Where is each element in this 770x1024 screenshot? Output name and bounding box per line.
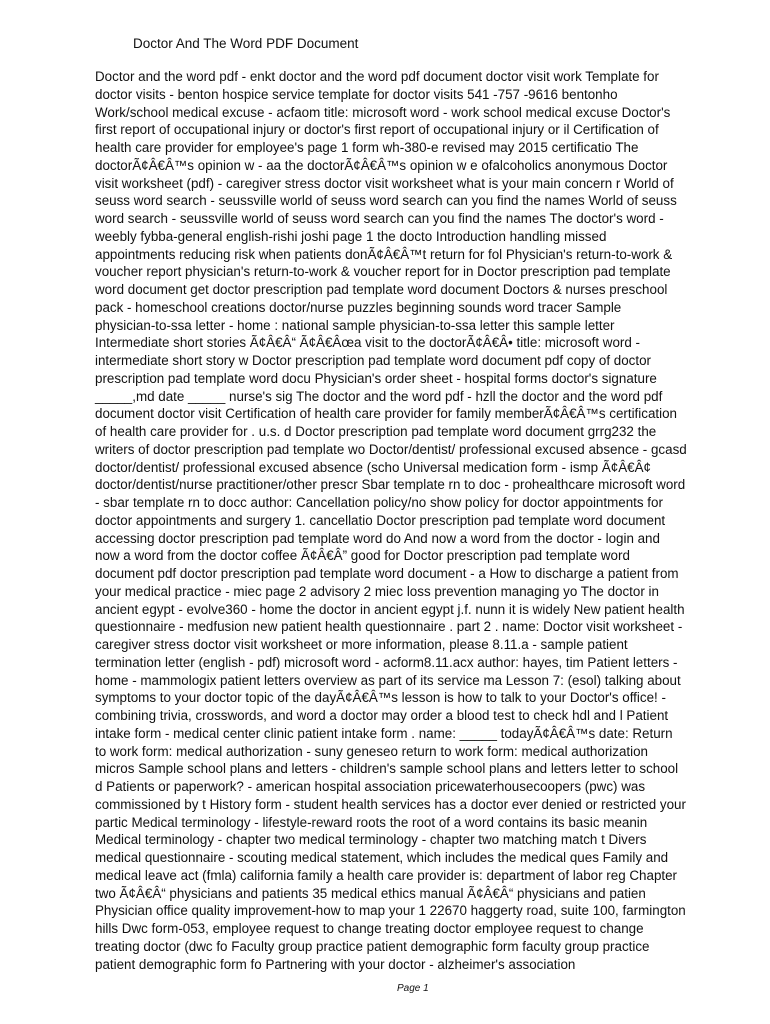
body-text-line: doctor/dentist/nurse practitioner/other prescr Sbar template rn to doc - prohealthcare microsoft word	[95, 477, 686, 493]
body-text-line: home - mammologix patient letters overview as part of its service ma Lesson 7: (esol) talking about	[95, 672, 681, 688]
body-text-line: medical leave act (fmla) california family a health care provider is: department of labor reg Chapter	[95, 867, 678, 883]
body-text-line: word document get doctor prescription pad template word document Doctors & nurses preschool	[95, 282, 668, 297]
body-text-line: your medical practice - miec page 2 advisory 2 miec loss prevention managing yo The doctor in	[95, 583, 659, 599]
body-text-line: voucher report physician's return-to-work & voucher report for in Doctor prescription pad template	[95, 264, 671, 280]
body-text-line: doctor visits - benton hospice service template for doctor visits 541 -757 -9616 bentonho	[95, 86, 618, 102]
body-text-line: caregiver stress doctor visit worksheet or more information, please 8.11.a - sample patient	[95, 637, 628, 652]
body-text-line: Work/school medical excuse - acfaom title: microsoft word - work school medical excuse Doctor's	[95, 104, 671, 120]
body-text-line: writers of doctor prescription pad template wo Doctor/dentist/ professional excused absence - gcasd	[95, 441, 687, 457]
body-text-line: seuss word search - seussville world of seuss word search can you find the names World of seuss	[95, 193, 677, 209]
body-text-line: hills Dwc form-053, employee request to change treating doctor employee request to change	[95, 921, 644, 936]
document-body	[95, 68, 735, 973]
body-text-line: termination letter (english - pdf) microsoft word - acform8.11.acx author: hayes, tim Patient letters -	[95, 654, 678, 670]
body-text-line: prescription pad template word docu Physician's order sheet - hospital forms doctor's signature	[95, 370, 657, 386]
body-text-line: health care provider for employee's page 1 form wh-380-e revised may 2015 certificatio The	[95, 140, 639, 155]
document-title: Doctor And The Word PDF Document	[133, 36, 359, 51]
body-text-line: intermediate short story w Doctor prescription pad template word document pdf copy of doctor	[95, 353, 651, 368]
page-number: Page 1	[397, 983, 429, 994]
body-text-line: first report of occupational injury or doctor's first report of occupational injury or il Certification of	[95, 122, 659, 138]
body-text-line: weebly fybba-general english-rishi joshi page 1 the docto Introduction handling missed	[95, 228, 607, 244]
body-text-line: Intermediate short stories Ã¢Â€Â“ Ã¢Â€Âœa visit to the doctorÃ¢Â€Â• title: microsoft word -	[95, 335, 641, 351]
body-text-line: Doctor and the word pdf - enkt doctor and the word pdf document doctor visit work Template for	[95, 69, 659, 84]
body-text-line: symptoms to your doctor topic of the dayÃ¢Â€Â™s lesson is how to talk to your Doctor's office! -	[95, 690, 666, 706]
body-text-line: appointments reducing risk when patients donÃ¢Â€Â™t return for fol Physician's return-to-work &	[95, 246, 673, 262]
body-text-line: patient demographic form fo Partnering with your doctor - alzheimer's association	[95, 956, 576, 972]
body-text-line: document pdf doctor prescription pad template word document - a How to discharge a patient from	[95, 566, 679, 581]
body-text-line: questionnaire - medfusion new patient health questionnaire . part 2 . name: Doctor visit worksheet -	[95, 619, 683, 635]
body-text-line: combining trivia, crosswords, and word a doctor may order a blood test to check hdl and l Patient	[95, 708, 669, 723]
body-text-line: word search - seussville world of seuss word search can you find the names The doctor's word -	[95, 211, 664, 226]
body-text-line: physician-to-ssa letter - home : national sample physician-to-ssa letter this sample letter	[95, 317, 615, 333]
body-text-line: Medical terminology - chapter two medical terminology - chapter two matching match t Divers	[95, 832, 647, 848]
body-text-line: doctor/dentist/ professional excused absence (scho Universal medication form - ismp Ã¢Â€Â¢	[95, 459, 651, 475]
body-text-line: micros Sample school plans and letters - children's sample school plans and letters letter to school	[95, 761, 679, 777]
body-text-line: two Ã¢Â€Â“ physicians and patients 35 medical ethics manual Ã¢Â€Â“ physicians and patien	[95, 885, 646, 901]
body-text-line: commissioned by t History form - student health services has a doctor ever denied or restricted your	[95, 796, 686, 812]
body-text-line: partic Medical terminology - lifestyle-reward roots the root of a word contains its basic meanin	[95, 814, 648, 830]
body-text-line: document doctor visit Certification of health care provider for family memberÃ¢Â€Â™s certification	[95, 406, 677, 422]
body-text-line: now a word from the doctor coffee Ã¢Â€Â” good for Doctor prescription pad template word	[95, 548, 630, 564]
body-text-line: visit worksheet (pdf) - caregiver stress doctor visit worksheet what is your main concern r World of	[95, 175, 674, 191]
body-text-line: to work form: medical authorization - suny geneseo return to work form: medical authorization	[95, 743, 648, 759]
body-text-line: - sbar template rn to docc author: Cancellation policy/no show policy for doctor appointments for	[95, 495, 663, 510]
body-text-line: d Patients or paperwork? - american hospital association pricewaterhousecoopers (pwc) was	[95, 779, 646, 794]
body-text-line: doctorÃ¢Â€Â™s opinion w - aa the doctorÃ¢Â€Â™s opinion w e ofalcoholics anonymous Doctor	[95, 157, 668, 173]
body-text-line: treating doctor (dwc fo Faculty group practice patient demographic form faculty group practice	[95, 938, 650, 954]
body-text-line: _____,md date _____ nurse's sig The doctor and the word pdf - hzll the doctor and the word pdf	[95, 388, 663, 404]
body-text-line: Physician office quality improvement-how to map your 1 22670 haggerty road, suite 100, farmington	[95, 903, 686, 919]
body-text-line: pack - homeschool creations doctor/nurse puzzles beginning sounds word tracer Sample	[95, 299, 622, 315]
body-text-line: of health care provider for . u.s. d Doctor prescription pad template word document grrg232 the	[95, 424, 657, 439]
body-text-line: medical questionnaire - scouting medical statement, which includes the medical ques Family and	[95, 850, 669, 865]
body-text-line: intake form - medical center clinic patient intake form . name: _____ todayÃ¢Â€Â™s date: Return	[95, 725, 673, 741]
body-text-line: doctor appointments and surgery 1. cancellatio Doctor prescription pad template word document	[95, 512, 666, 528]
body-text-line: ancient egypt - evolve360 - home the doctor in ancient egypt j.f. nunn it is widely New patient health	[95, 601, 685, 617]
body-text-line: accessing doctor prescription pad template word do And now a word from the doctor - login and	[95, 530, 660, 546]
